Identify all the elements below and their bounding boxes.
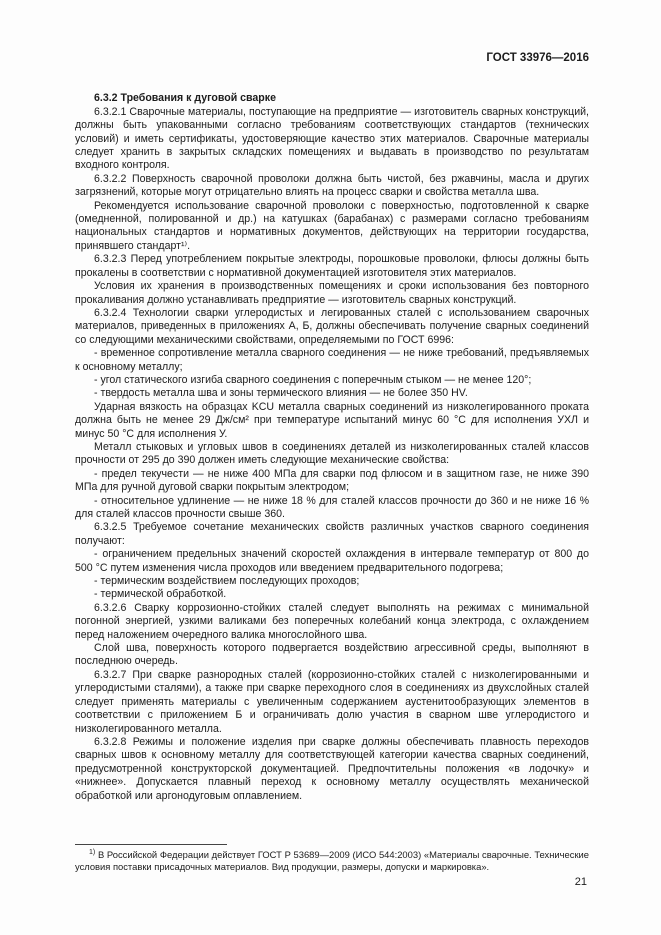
paragraph: Металл стыковых и угловых швов в соединениях деталей из низколегированных сталей классов прочности от 295 до 390 должен иметь следующие механические свойства: <box>75 440 589 467</box>
paragraph: Ударная вязкость на образцах KCU металла сварных соединений из низколегированного проката должна быть не менее 29 Дж/см² при температуре испытаний минус 60 °С для исполнения УХЛ и минус 50 °С для исполнения У. <box>75 400 589 440</box>
page-number: 21 <box>574 876 587 888</box>
footnote-divider <box>75 844 227 845</box>
paragraph: 6.3.2.4 Технологии сварки углеродистых и легированных сталей с использованием сварочных материалов, приведенных в приложениях А, Б, должны обеспечивать получение сварных соединений со следующими механическими свойствами, определяемыми по ГОСТ 6996: <box>75 306 589 346</box>
list-item: - относительное удлинение — не ниже 18 % для сталей классов прочности до 360 и не ниже 16 % для сталей классов прочности свыше 360. <box>75 494 589 520</box>
document-body <box>75 92 589 803</box>
list-item: - термической обработкой. <box>94 588 227 601</box>
list-item: - ограничением предельных значений скоростей охлаждения в интервале температур от 800 до 500 °С путем изменения числа проходов или введением предварительного подогрева; <box>75 548 589 574</box>
list-item: - предел текучести — не ниже 400 МПа для сварки под флюсом и в защитном газе, не ниже 390 МПа для ручной дуговой сварки покрытым электродом; <box>75 467 589 494</box>
footnote-marker: 1) <box>89 848 96 856</box>
doc-number: ГОСТ 33976—2016 <box>486 52 589 64</box>
paragraph: 6.3.2.8 Режимы и положение изделия при сварке должны обеспечивать плавность переходов сварных швов к основному металлу для соответствующей категории качества сварных соединений, предусмотренной конструкторской документацией. Предпочтительны положения «в лодочку» и «нижнее». Допускается плавный переход к основному металлу осуществлять механической обработкой или аргонодуговым оплавлением. <box>75 735 589 802</box>
footnote <box>75 844 589 873</box>
list-item: - временное сопротивление металла сварного соединения — не ниже требований, предъявляемых к основному металлу; <box>75 347 589 373</box>
section-heading: 6.3.2 Требования к дуговой сварке <box>94 92 276 105</box>
paragraph: Рекомендуется использование сварочной проволоки с поверхностью, подготовленной к сварке (омедненной, полированной и др.) на катушках (барабанах) с размерами согласно требованиям национальных стандартов и нормативных документов, действующих на территории государства, принявшего стандарт¹⁾. <box>75 199 589 252</box>
paragraph: 6.3.2.3 Перед употреблением покрытые электроды, порошковые проволоки, флюсы должны быть прокалены в соответствии с нормативной документацией изготовителя этих материалов. <box>75 253 589 279</box>
paragraph: 6.3.2.2 Поверхность сварочной проволоки должна быть чистой, без ржавчины, масла и других загрязнений, которые могут отрицательно влиять на процесс сварки и свойства металла шва. <box>75 172 589 199</box>
paragraph: 6.3.2.1 Сварочные материалы, поступающие на предприятие — изготовитель сварных конструкций, должны быть упакованными согласно требованиям соответствующих стандартов (технических условий) и иметь сертификаты, удостоверяющие качество этих материалов. Сварочные материалы следует хранить в закрытых складских помещениях и выдавать в производство по результатам входного контроля. <box>75 105 589 172</box>
footnote-text <box>75 849 589 873</box>
list-item: - термическим воздействием последующих проходов; <box>94 575 360 588</box>
paragraph: 6.3.2.5 Требуемое сочетание механических свойств различных участков сварного соединения получают: <box>75 521 589 547</box>
paragraph: 6.3.2.6 Сварку коррозионно-стойких сталей следует выполнять на режимах с минимальной погонной энергией, узкими валиками без поперечных колебаний конца электрода, с охлаждением перед наложением очередного валика многослойного шва. <box>75 601 589 641</box>
paragraph: Условия их хранения в производственных помещениях и сроки использования без повторного прокаливания должно устанавливать предприятие — изготовитель сварных конструкций. <box>75 280 589 306</box>
paragraph: Слой шва, поверхность которого подвергается воздействию агрессивной среды, выполняют в последнюю очередь. <box>75 642 589 668</box>
paragraph: 6.3.2.7 При сварке разнородных сталей (коррозионно-стойких сталей с низколегированными и углеродистыми сталями), а также при сварке переходного слоя в соединениях из двухслойных сталей следует применять материалы с увеличенным содержанием аустенитообразующих элементов в соответствии с приложением Б и ограничивать долю участия в сварном шве углеродистого и низколегированного металла. <box>75 668 589 735</box>
list-item: - твердость металла шва и зоны термического влияния — не более 350 HV. <box>94 387 468 400</box>
footnote-body: В Российской Федерации действует ГОСТ Р 53689—2009 (ИСО 544:2003) «Материалы сварочные. Технические условия поставки присадочных материалов. Вид продукции, размеры, допуски и маркировка». <box>75 849 589 872</box>
list-item: - угол статического изгиба сварного соединения с поперечным стыком — не менее 120°; <box>94 373 532 386</box>
